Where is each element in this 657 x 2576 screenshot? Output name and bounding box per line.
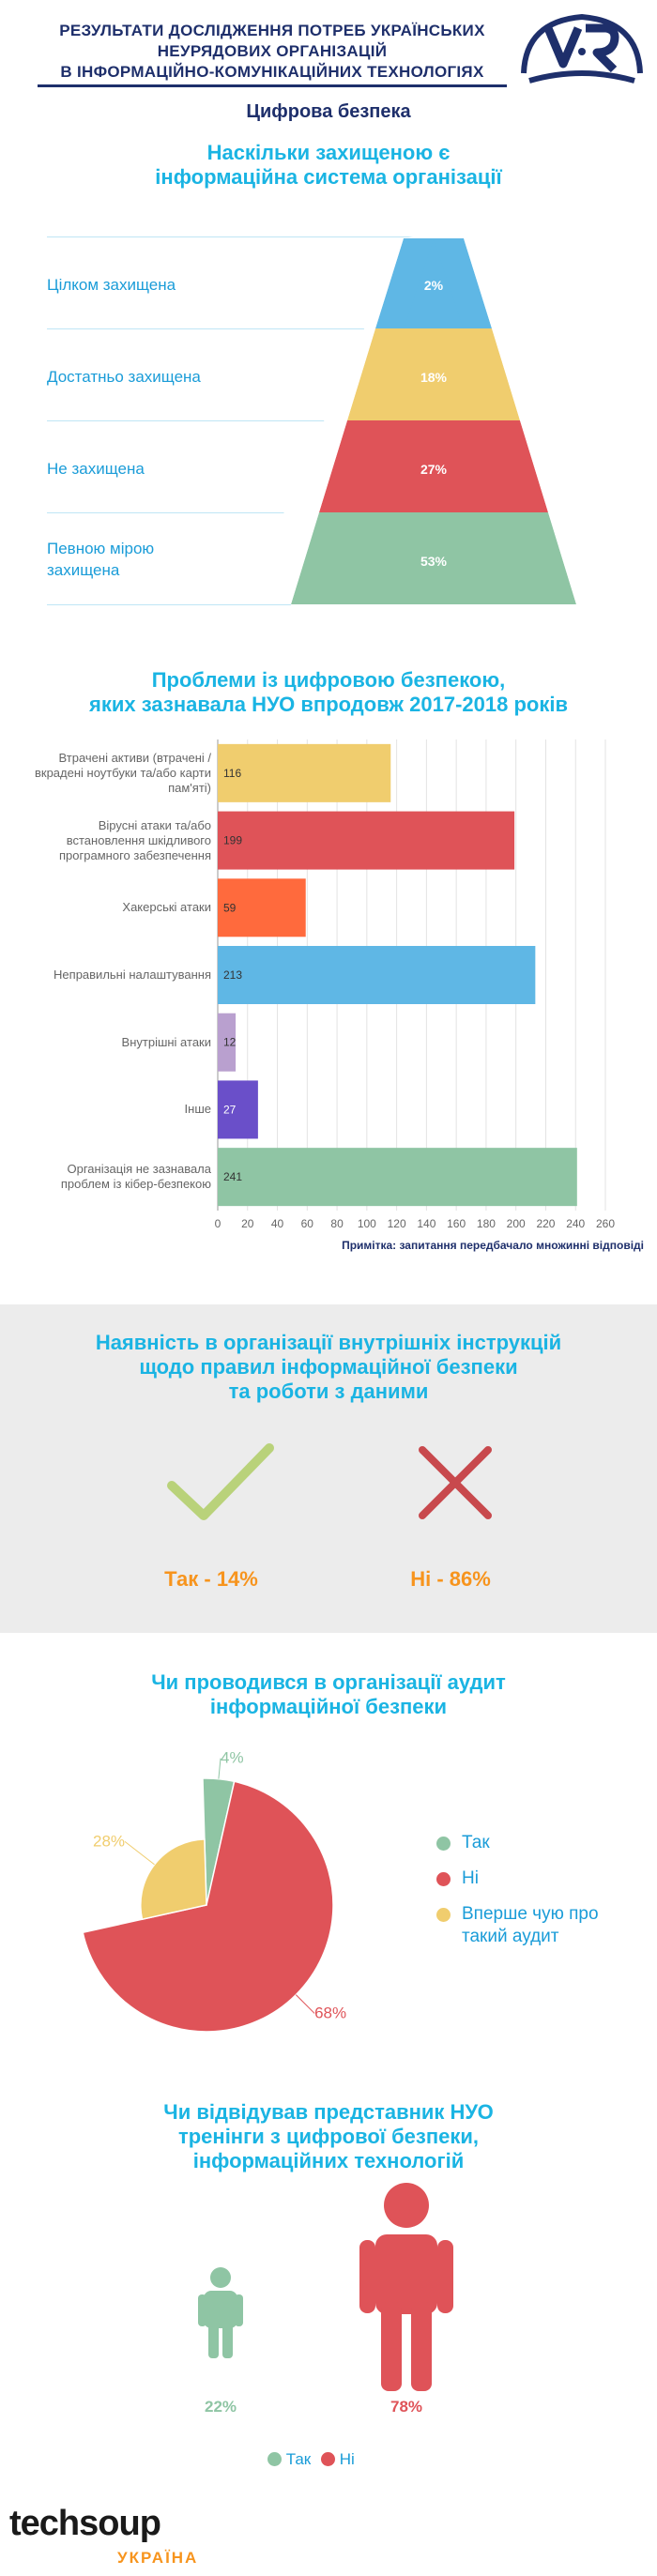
legend-label-never-heard: [462, 1903, 599, 1948]
report-title-line: РЕЗУЛЬТАТИ ДОСЛІДЖЕННЯ ПОТРЕБ УКРАЇНСЬКИХ: [59, 22, 485, 39]
legend-dot-icon: [436, 1908, 451, 1922]
bar-x-tick-label: 100: [357, 1217, 376, 1230]
bar-chart-title-line: Проблеми із цифровою безпекою,: [151, 668, 506, 692]
training-yes-value: 22%: [204, 2398, 237, 2416]
legend-item-never-heard: [436, 1906, 451, 1928]
person-large-icon: [355, 2182, 458, 2393]
pyramid-title-line: інформаційна система організації: [155, 165, 502, 189]
report-title-line: НЕУРЯДОВИХ ОРГАНІЗАЦІЙ: [157, 42, 388, 60]
person-small-icon: [192, 2266, 249, 2360]
bar-category-label-line: вкрадені ноутбуки та/або карти: [34, 765, 211, 780]
bar-chart: [0, 0, 657, 1258]
legend-label-line: Вперше чую про: [462, 1904, 599, 1924]
report-title-line: В ІНФОРМАЦІЙНО-КОМУНІКАЦІЙНИХ ТЕХНОЛОГІЯХ: [60, 63, 484, 81]
pie-slice-label: 28%: [92, 1832, 126, 1851]
bar-category-label-line: Втрачені активи (втрачені /: [58, 750, 211, 765]
techsoup-country: УКРАЇНА: [117, 2549, 199, 2567]
bar-x-tick-label: 240: [566, 1217, 586, 1230]
pyramid-value-not: 27%: [420, 462, 448, 477]
cross-icon: [413, 1440, 497, 1525]
legend-item-yes: [436, 1835, 451, 1857]
bar-x-tick-label: 60: [300, 1217, 313, 1230]
bar-mark: [218, 946, 535, 1004]
instructions-title-line: та роботи з даними: [228, 1379, 429, 1403]
instructions-title-line: Наявність в організації внутрішніх інструкцій: [95, 1331, 562, 1354]
pyramid-label-fully: Цілком захищена: [47, 276, 176, 294]
bar-category-label-line: програмного забезпечення: [59, 847, 211, 862]
pyramid-label-sufficient: Достатньо захищена: [47, 368, 201, 386]
bar-x-tick-label: 80: [330, 1217, 344, 1230]
bar-category-label-line: пам'яті): [168, 780, 211, 795]
bar-x-tick-label: 200: [506, 1217, 526, 1230]
legend-dot-icon: [267, 2452, 282, 2466]
pie-leader-line: [125, 1841, 155, 1865]
bar-category-label-line: проблем із кібер-безпекою: [60, 1177, 211, 1192]
training-title-line: тренінги з цифрової безпеки,: [177, 2125, 480, 2148]
bar-x-tick-label: 40: [270, 1217, 284, 1230]
pyramid-label-line: Певною мірою: [47, 540, 155, 557]
bar-x-tick-label: 120: [387, 1217, 406, 1230]
legend-item-no: [436, 1870, 451, 1893]
pyramid-value-sufficient: 18%: [420, 370, 448, 385]
training-title-line: інформаційних технологій: [192, 2149, 465, 2172]
bar-x-tick-label: 0: [214, 1217, 222, 1230]
bar-value-label: 59: [223, 901, 237, 915]
audit-pie-chart: [0, 1736, 413, 2046]
checkmark-icon: [164, 1440, 277, 1530]
bar-value-label: 241: [223, 1170, 243, 1184]
bar-chart-note: Примітка: запитання передбачало множинні відповіді: [342, 1239, 644, 1252]
bar-x-tick-label: 180: [476, 1217, 496, 1230]
legend-label-line: такий аудит: [462, 1927, 559, 1946]
bar-category-label-line: Хакерські атаки: [122, 900, 211, 915]
audit-pie-title-line: Чи проводився в організації аудит: [151, 1670, 506, 1694]
bar-value-label: 213: [223, 968, 243, 982]
pie-leader-line: [296, 1995, 314, 2014]
training-title: [0, 2100, 657, 2173]
pie-slice: [141, 1839, 206, 1919]
audit-pie-title: [0, 1670, 657, 1719]
bar-category-label-line: Вірусні атаки та/або: [98, 817, 211, 832]
instructions-yes-value: Так - 14%: [164, 1567, 258, 1591]
training-legend-yes: Так: [285, 2450, 312, 2468]
pyramid-title-line: Наскільки захищеною є: [206, 141, 451, 164]
bar-x-tick-label: 140: [417, 1217, 436, 1230]
techsoup-logo: techsoup: [9, 2504, 160, 2543]
bar-value-label: 12: [223, 1035, 237, 1049]
bar-x-tick-label: 160: [447, 1217, 466, 1230]
legend-label-yes: Так: [462, 1833, 490, 1852]
training-legend-no: Ні: [339, 2450, 355, 2468]
bar-category-label-line: Організація не зазнавала: [67, 1162, 211, 1177]
bar-category-label-line: Внутрішні атаки: [121, 1034, 211, 1049]
legend-dot-icon: [436, 1837, 451, 1851]
pie-slice-label: 68%: [314, 2004, 347, 2022]
bar-value-label: 116: [223, 766, 242, 780]
instructions-title: [0, 1331, 657, 1404]
pyramid-label-line: захищена: [47, 561, 120, 579]
instructions-title-line: щодо правил інформаційної безпеки: [139, 1355, 518, 1379]
bar-chart-title-line: яких зазнавала НУО впродовж 2017-2018 років: [89, 693, 568, 716]
training-title-line: Чи відвідував представник НУО: [163, 2100, 494, 2124]
bar-value-label: 199: [223, 833, 243, 847]
bar-x-tick-label: 220: [536, 1217, 556, 1230]
training-no-value: 78%: [390, 2398, 423, 2416]
bar-value-label: 27: [223, 1103, 237, 1117]
legend-dot-icon: [436, 1872, 451, 1886]
training-legend: [267, 2450, 355, 2469]
pyramid-value-partly: 53%: [420, 554, 448, 569]
legend-dot-icon: [321, 2452, 335, 2466]
instructions-no-value: Ні - 86%: [410, 1567, 491, 1591]
bar-x-tick-label: 20: [241, 1217, 254, 1230]
bar-mark: [218, 812, 514, 870]
section-subtitle: Цифрова безпека: [246, 101, 411, 122]
audit-pie-title-line: інформаційної безпеки: [209, 1695, 448, 1718]
pyramid-label-not: Не захищена: [47, 460, 145, 478]
bar-category-label-line: Інше: [184, 1102, 211, 1117]
bar-mark: [218, 744, 390, 802]
legend-label-no: Ні: [462, 1868, 479, 1888]
bar-mark: [218, 1148, 577, 1206]
bar-category-label-line: Неправильні налаштування: [53, 968, 211, 982]
bar-category-label-line: встановлення шкідливого: [66, 832, 211, 847]
pie-slice-label: 4%: [220, 1748, 244, 1767]
bar-x-tick-label: 260: [595, 1217, 616, 1230]
pyramid-value-fully: 2%: [423, 278, 444, 293]
